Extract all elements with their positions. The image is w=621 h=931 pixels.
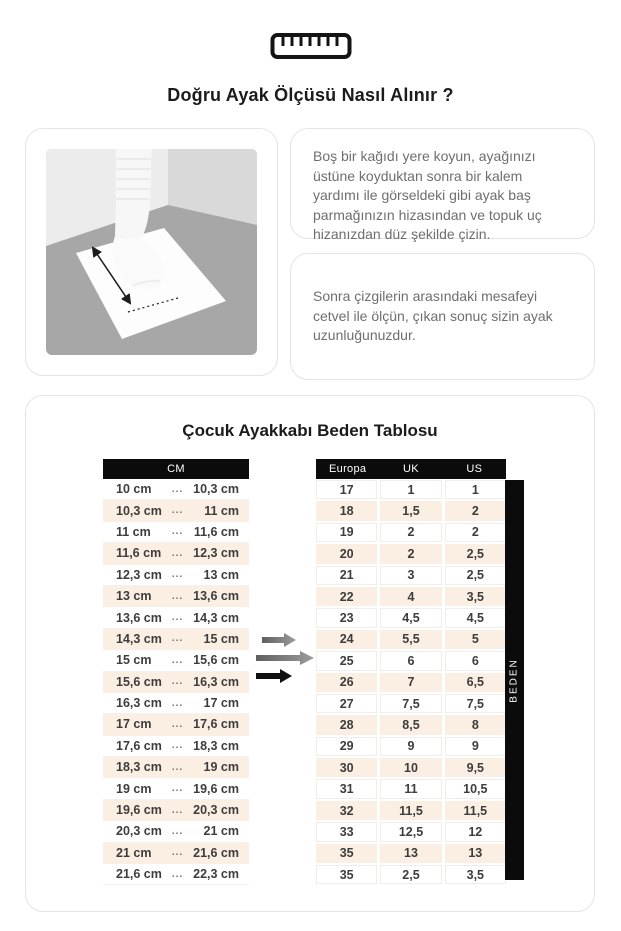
cm-min: 20,3 cm bbox=[116, 824, 162, 839]
range-dots: ... bbox=[171, 783, 184, 795]
range-dots: ... bbox=[171, 505, 184, 517]
cm-min: 13,6 cm bbox=[116, 610, 162, 625]
range-dots: ... bbox=[171, 825, 184, 837]
size-cell-us: 10,5 bbox=[445, 779, 506, 798]
size-cell-europa: 18 bbox=[316, 501, 377, 520]
cm-min: 21,6 cm bbox=[116, 867, 162, 882]
size-table-row bbox=[316, 479, 506, 500]
size-cell-us: 11,5 bbox=[445, 801, 506, 820]
cm-min: 12,3 cm bbox=[116, 567, 162, 582]
cm-table-row bbox=[103, 736, 249, 757]
cm-max: 16,3 cm bbox=[193, 674, 239, 689]
range-dots: ... bbox=[171, 547, 184, 559]
range-dots: ... bbox=[171, 697, 184, 709]
range-dots: ... bbox=[171, 569, 184, 581]
beden-axis-label bbox=[505, 480, 524, 880]
cm-min: 14,3 cm bbox=[116, 631, 162, 646]
cm-max: 14,3 cm bbox=[193, 610, 239, 625]
size-cell-us: 6,5 bbox=[445, 673, 506, 692]
header-us: US bbox=[466, 463, 483, 475]
size-cell-uk: 7 bbox=[380, 673, 441, 692]
size-cell-uk: 4,5 bbox=[380, 608, 441, 627]
size-table-row bbox=[316, 629, 506, 650]
cm-max: 19 cm bbox=[203, 760, 239, 775]
foot-measurement-image bbox=[46, 149, 257, 355]
cm-max: 13 cm bbox=[203, 567, 239, 582]
cm-table-row bbox=[103, 821, 249, 842]
cm-max: 12,3 cm bbox=[193, 546, 239, 561]
cm-table-row bbox=[103, 586, 249, 607]
size-table-header bbox=[316, 459, 506, 479]
size-table-row bbox=[316, 543, 506, 564]
cm-table-row bbox=[103, 479, 249, 500]
cm-min: 16,3 cm bbox=[116, 696, 162, 711]
cm-min: 11 cm bbox=[116, 524, 151, 539]
size-cell-uk: 1 bbox=[380, 480, 441, 499]
size-cell-us: 8 bbox=[445, 715, 506, 734]
cm-min: 15 cm bbox=[116, 653, 152, 668]
size-cell-europa: 32 bbox=[316, 801, 377, 820]
size-cell-uk: 2,5 bbox=[380, 865, 441, 884]
cm-table-row bbox=[103, 693, 249, 714]
cm-max: 18,3 cm bbox=[193, 738, 239, 753]
size-cell-uk: 2 bbox=[380, 544, 441, 563]
size-cell-uk: 7,5 bbox=[380, 694, 441, 713]
cm-min: 17,6 cm bbox=[116, 738, 162, 753]
size-table-row bbox=[316, 778, 506, 799]
cm-max: 21 cm bbox=[203, 824, 239, 839]
eu-uk-us-table bbox=[316, 459, 506, 885]
cm-min: 19 cm bbox=[116, 781, 152, 796]
size-cell-us: 3,5 bbox=[445, 865, 506, 884]
range-dots: ... bbox=[171, 847, 184, 859]
size-cell-us: 9,5 bbox=[445, 758, 506, 777]
cm-min: 17 cm bbox=[116, 717, 152, 732]
size-table-row bbox=[316, 821, 506, 842]
cm-max: 21,6 cm bbox=[193, 845, 239, 860]
size-cell-us: 6 bbox=[445, 651, 506, 670]
size-cell-us: 12 bbox=[445, 822, 506, 841]
size-table-card bbox=[25, 395, 595, 912]
size-cell-us: 13 bbox=[445, 844, 506, 863]
cm-max: 11,6 cm bbox=[193, 524, 239, 539]
instruction-step-2: Sonra çizgilerin arasındaki mesafeyi cetvel ile ölçün, çıkan sonuç sizin ayak uzunluğunuzdur. bbox=[313, 288, 553, 344]
size-cell-europa: 29 bbox=[316, 737, 377, 756]
instruction-card-1 bbox=[290, 128, 595, 242]
size-cell-us: 2,5 bbox=[445, 566, 506, 585]
cm-table-row bbox=[103, 629, 249, 650]
size-cell-uk: 11,5 bbox=[380, 801, 441, 820]
cm-table-row bbox=[103, 778, 249, 799]
cm-min: 10 cm bbox=[116, 482, 152, 497]
size-table-row bbox=[316, 672, 506, 693]
cm-table-row bbox=[103, 500, 249, 521]
size-cell-europa: 35 bbox=[316, 844, 377, 863]
size-cell-us: 2 bbox=[445, 523, 506, 542]
cm-max: 11 cm bbox=[204, 503, 239, 518]
range-dots: ... bbox=[171, 718, 184, 730]
size-cell-us: 4,5 bbox=[445, 608, 506, 627]
range-dots: ... bbox=[171, 633, 184, 645]
size-cell-uk: 2 bbox=[380, 523, 441, 542]
size-cell-europa: 24 bbox=[316, 630, 377, 649]
instruction-step-1: Boş bir kağıdı yere koyun, ayağınızı üstüne koyduktan sonra bir kalem yardımı ile görseldeki gibi ayak baş parmağınızın hizasından ve topuk uç hizanızdan düz şekilde çizin. bbox=[313, 148, 542, 242]
size-cell-europa: 35 bbox=[316, 865, 377, 884]
cm-table-row bbox=[103, 714, 249, 735]
size-cell-uk: 4 bbox=[380, 587, 441, 606]
size-cell-us: 3,5 bbox=[445, 587, 506, 606]
range-dots: ... bbox=[171, 590, 184, 602]
range-dots: ... bbox=[171, 761, 184, 773]
size-table-row bbox=[316, 650, 506, 671]
instruction-card-2 bbox=[290, 253, 595, 380]
cm-max: 20,3 cm bbox=[193, 803, 239, 818]
cm-table-row bbox=[103, 607, 249, 628]
size-cell-us: 9 bbox=[445, 737, 506, 756]
range-dots: ... bbox=[171, 868, 184, 880]
range-dots: ... bbox=[171, 804, 184, 816]
cm-table-row bbox=[103, 843, 249, 864]
range-dots: ... bbox=[171, 740, 184, 752]
cm-range-table bbox=[103, 459, 249, 885]
size-cell-uk: 11 bbox=[380, 779, 441, 798]
size-table-rows bbox=[316, 479, 506, 885]
size-table-row bbox=[316, 500, 506, 521]
size-cell-uk: 8,5 bbox=[380, 715, 441, 734]
size-cell-europa: 25 bbox=[316, 651, 377, 670]
foot-measure-photo-card bbox=[25, 128, 278, 376]
cm-table-row bbox=[103, 800, 249, 821]
size-cell-uk: 12,5 bbox=[380, 822, 441, 841]
cm-table-row bbox=[103, 650, 249, 671]
size-cell-uk: 3 bbox=[380, 566, 441, 585]
size-cell-europa: 30 bbox=[316, 758, 377, 777]
size-cell-europa: 21 bbox=[316, 566, 377, 585]
size-table-row bbox=[316, 522, 506, 543]
cm-table-row bbox=[103, 543, 249, 564]
size-table-row bbox=[316, 586, 506, 607]
size-table-title: Çocuk Ayakkabı Beden Tablosu bbox=[182, 421, 438, 440]
size-cell-europa: 17 bbox=[316, 480, 377, 499]
size-cell-europa: 26 bbox=[316, 673, 377, 692]
size-cell-europa: 27 bbox=[316, 694, 377, 713]
size-cell-us: 1 bbox=[445, 480, 506, 499]
cm-table-rows bbox=[103, 479, 249, 885]
size-cell-europa: 22 bbox=[316, 587, 377, 606]
cm-table-header: CM bbox=[103, 459, 249, 479]
cm-max: 10,3 cm bbox=[193, 482, 239, 497]
cm-min: 18,3 cm bbox=[116, 760, 162, 775]
cm-max: 15 cm bbox=[203, 631, 239, 646]
cm-max: 15,6 cm bbox=[193, 653, 239, 668]
size-cell-europa: 20 bbox=[316, 544, 377, 563]
size-cell-us: 5 bbox=[445, 630, 506, 649]
cm-table-row bbox=[103, 565, 249, 586]
ruler-icon bbox=[270, 32, 352, 65]
range-dots: ... bbox=[171, 526, 184, 538]
cm-table-row bbox=[103, 864, 249, 885]
cm-max: 19,6 cm bbox=[193, 781, 239, 796]
size-table-row bbox=[316, 736, 506, 757]
size-cell-uk: 1,5 bbox=[380, 501, 441, 520]
size-cell-uk: 10 bbox=[380, 758, 441, 777]
cm-min: 13 cm bbox=[116, 589, 152, 604]
size-table-row bbox=[316, 843, 506, 864]
cm-min: 10,3 cm bbox=[116, 503, 162, 518]
size-table-row bbox=[316, 864, 506, 885]
size-table-row bbox=[316, 607, 506, 628]
cm-min: 21 cm bbox=[116, 845, 152, 860]
size-cell-uk: 5,5 bbox=[380, 630, 441, 649]
cm-table-row bbox=[103, 757, 249, 778]
cm-max: 17 cm bbox=[203, 696, 239, 711]
cm-max: 13,6 cm bbox=[193, 589, 239, 604]
cm-table-row bbox=[103, 672, 249, 693]
size-table-row bbox=[316, 800, 506, 821]
size-cell-us: 2 bbox=[445, 501, 506, 520]
cm-table-row bbox=[103, 522, 249, 543]
transfer-arrows-icon bbox=[254, 632, 316, 689]
range-dots: ... bbox=[171, 612, 184, 624]
size-table-row bbox=[316, 565, 506, 586]
beden-label-text: BEDEN bbox=[509, 657, 521, 703]
range-dots: ... bbox=[171, 483, 184, 495]
size-cell-europa: 23 bbox=[316, 608, 377, 627]
size-cell-uk: 9 bbox=[380, 737, 441, 756]
size-cell-us: 2,5 bbox=[445, 544, 506, 563]
cm-max: 17,6 cm bbox=[193, 717, 239, 732]
size-cell-uk: 6 bbox=[380, 651, 441, 670]
range-dots: ... bbox=[171, 654, 184, 666]
cm-min: 19,6 cm bbox=[116, 803, 162, 818]
range-dots: ... bbox=[171, 676, 184, 688]
cm-min: 15,6 cm bbox=[116, 674, 162, 689]
cm-min: 11,6 cm bbox=[116, 546, 162, 561]
size-cell-europa: 28 bbox=[316, 715, 377, 734]
size-table-row bbox=[316, 714, 506, 735]
header-uk: UK bbox=[403, 463, 419, 475]
size-cell-europa: 31 bbox=[316, 779, 377, 798]
size-cell-europa: 19 bbox=[316, 523, 377, 542]
size-table-row bbox=[316, 757, 506, 778]
size-cell-uk: 13 bbox=[380, 844, 441, 863]
size-cell-europa: 33 bbox=[316, 822, 377, 841]
cm-max: 22,3 cm bbox=[193, 867, 239, 882]
header-europa: Europa bbox=[329, 463, 367, 475]
size-table-row bbox=[316, 693, 506, 714]
size-cell-us: 7,5 bbox=[445, 694, 506, 713]
page-title: Doğru Ayak Ölçüsü Nasıl Alınır ? bbox=[167, 85, 454, 105]
